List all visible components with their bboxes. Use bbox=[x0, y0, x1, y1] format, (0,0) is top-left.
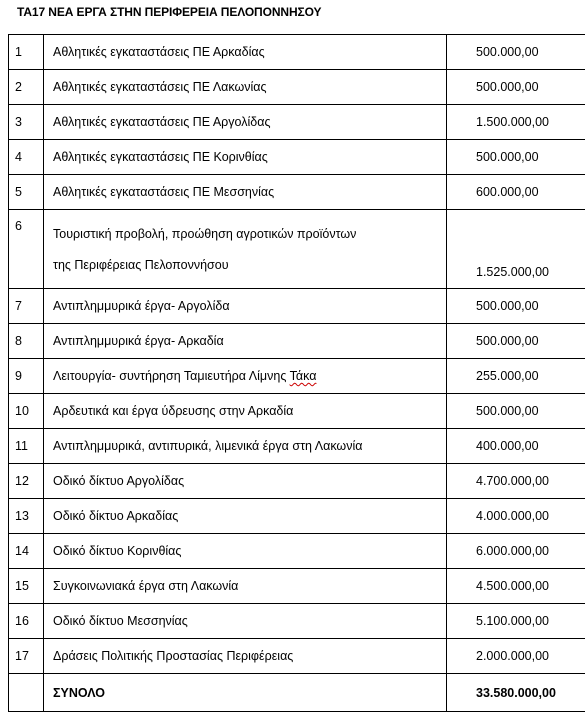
row-amount: 255.000,00 bbox=[447, 359, 585, 394]
table-row bbox=[9, 35, 585, 70]
row-description: Αθλητικές εγκαταστάσεις ΠΕ Κορινθίας bbox=[44, 140, 447, 175]
row-amount: 500.000,00 bbox=[447, 70, 585, 105]
row-description: Αθλητικές εγκαταστάσεις ΠΕ Μεσσηνίας bbox=[44, 175, 447, 210]
row-amount: 600.000,00 bbox=[447, 175, 585, 210]
row-amount: 400.000,00 bbox=[447, 429, 585, 464]
row-number: 14 bbox=[9, 534, 44, 569]
row-number: 10 bbox=[9, 394, 44, 429]
row-amount: 500.000,00 bbox=[447, 394, 585, 429]
row-description: Αθλητικές εγκαταστάσεις ΠΕ Αρκαδίας bbox=[44, 35, 447, 70]
table-row bbox=[9, 289, 585, 324]
total-number bbox=[9, 674, 44, 712]
row-number: 16 bbox=[9, 604, 44, 639]
table-row bbox=[9, 210, 585, 289]
row-number: 12 bbox=[9, 464, 44, 499]
table-row bbox=[9, 639, 585, 674]
total-label: ΣΥΝΟΛΟ bbox=[44, 674, 447, 712]
table-row bbox=[9, 604, 585, 639]
row-amount: 5.100.000,00 bbox=[447, 604, 585, 639]
table-row bbox=[9, 499, 585, 534]
row-description-main: Λειτουργία- συντήρηση Ταμιευτήρα Λίμνης bbox=[53, 369, 290, 383]
row-number: 8 bbox=[9, 324, 44, 359]
row-number: 15 bbox=[9, 569, 44, 604]
row-number: 5 bbox=[9, 175, 44, 210]
row-description-spellcheck-word: Τάκα bbox=[289, 369, 317, 383]
row-amount: 500.000,00 bbox=[447, 35, 585, 70]
table-row bbox=[9, 569, 585, 604]
row-amount: 500.000,00 bbox=[447, 289, 585, 324]
row-amount: 2.000.000,00 bbox=[447, 639, 585, 674]
row-amount: 500.000,00 bbox=[447, 140, 585, 175]
total-row bbox=[9, 674, 585, 712]
row-amount: 1.525.000,00 bbox=[447, 210, 585, 289]
row-number: 6 bbox=[9, 210, 44, 289]
row-number: 9 bbox=[9, 359, 44, 394]
table-row bbox=[9, 175, 585, 210]
row-number: 13 bbox=[9, 499, 44, 534]
row-number: 3 bbox=[9, 105, 44, 140]
row-number: 4 bbox=[9, 140, 44, 175]
table-row bbox=[9, 429, 585, 464]
document-title: ΤΑ17 ΝΕΑ ΕΡΓΑ ΣΤΗΝ ΠΕΡΙΦΕΡΕΙΑ ΠΕΛΟΠΟΝΝΗΣΟΥ bbox=[17, 5, 322, 19]
row-number: 11 bbox=[9, 429, 44, 464]
row-description: Αντιπλημμυρικά έργα- Αρκαδία bbox=[44, 324, 447, 359]
table-row bbox=[9, 394, 585, 429]
row-amount: 6.000.000,00 bbox=[447, 534, 585, 569]
total-amount: 33.580.000,00 bbox=[447, 674, 585, 712]
row-amount: 4.700.000,00 bbox=[447, 464, 585, 499]
row-description: Οδικό δίκτυο Μεσσηνίας bbox=[44, 604, 447, 639]
row-amount: 500.000,00 bbox=[447, 324, 585, 359]
row-description-line-2: της Περιφέρειας Πελοποννήσου bbox=[53, 257, 229, 272]
row-description: Αρδευτικά και έργα ύδρευσης στην Αρκαδία bbox=[44, 394, 447, 429]
row-description bbox=[44, 210, 447, 289]
row-amount: 4.000.000,00 bbox=[447, 499, 585, 534]
row-description-line-1: Τουριστική προβολή, προώθηση αγροτικών προϊόντων bbox=[53, 226, 357, 241]
table-row bbox=[9, 464, 585, 499]
table-row bbox=[9, 105, 585, 140]
row-description: Οδικό δίκτυο Αργολίδας bbox=[44, 464, 447, 499]
row-amount: 4.500.000,00 bbox=[447, 569, 585, 604]
row-amount: 1.500.000,00 bbox=[447, 105, 585, 140]
row-number: 1 bbox=[9, 35, 44, 70]
row-description: Συγκοινωνιακά έργα στη Λακωνία bbox=[44, 569, 447, 604]
row-description: Οδικό δίκτυο Κορινθίας bbox=[44, 534, 447, 569]
row-description bbox=[44, 359, 447, 394]
table-row bbox=[9, 534, 585, 569]
row-description: Αντιπλημμυρικά, αντιπυρικά, λιμενικά έργα στη Λακωνία bbox=[44, 429, 447, 464]
projects-table bbox=[8, 34, 585, 712]
row-number: 17 bbox=[9, 639, 44, 674]
row-number: 2 bbox=[9, 70, 44, 105]
row-number: 7 bbox=[9, 289, 44, 324]
row-description: Αθλητικές εγκαταστάσεις ΠΕ Αργολίδας bbox=[44, 105, 447, 140]
table-row bbox=[9, 359, 585, 394]
row-description: Αθλητικές εγκαταστάσεις ΠΕ Λακωνίας bbox=[44, 70, 447, 105]
row-description: Οδικό δίκτυο Αρκαδίας bbox=[44, 499, 447, 534]
table-row bbox=[9, 324, 585, 359]
table-row bbox=[9, 70, 585, 105]
table-row bbox=[9, 140, 585, 175]
row-description: Δράσεις Πολιτικής Προστασίας Περιφέρειας bbox=[44, 639, 447, 674]
row-description: Αντιπλημμυρικά έργα- Αργολίδα bbox=[44, 289, 447, 324]
